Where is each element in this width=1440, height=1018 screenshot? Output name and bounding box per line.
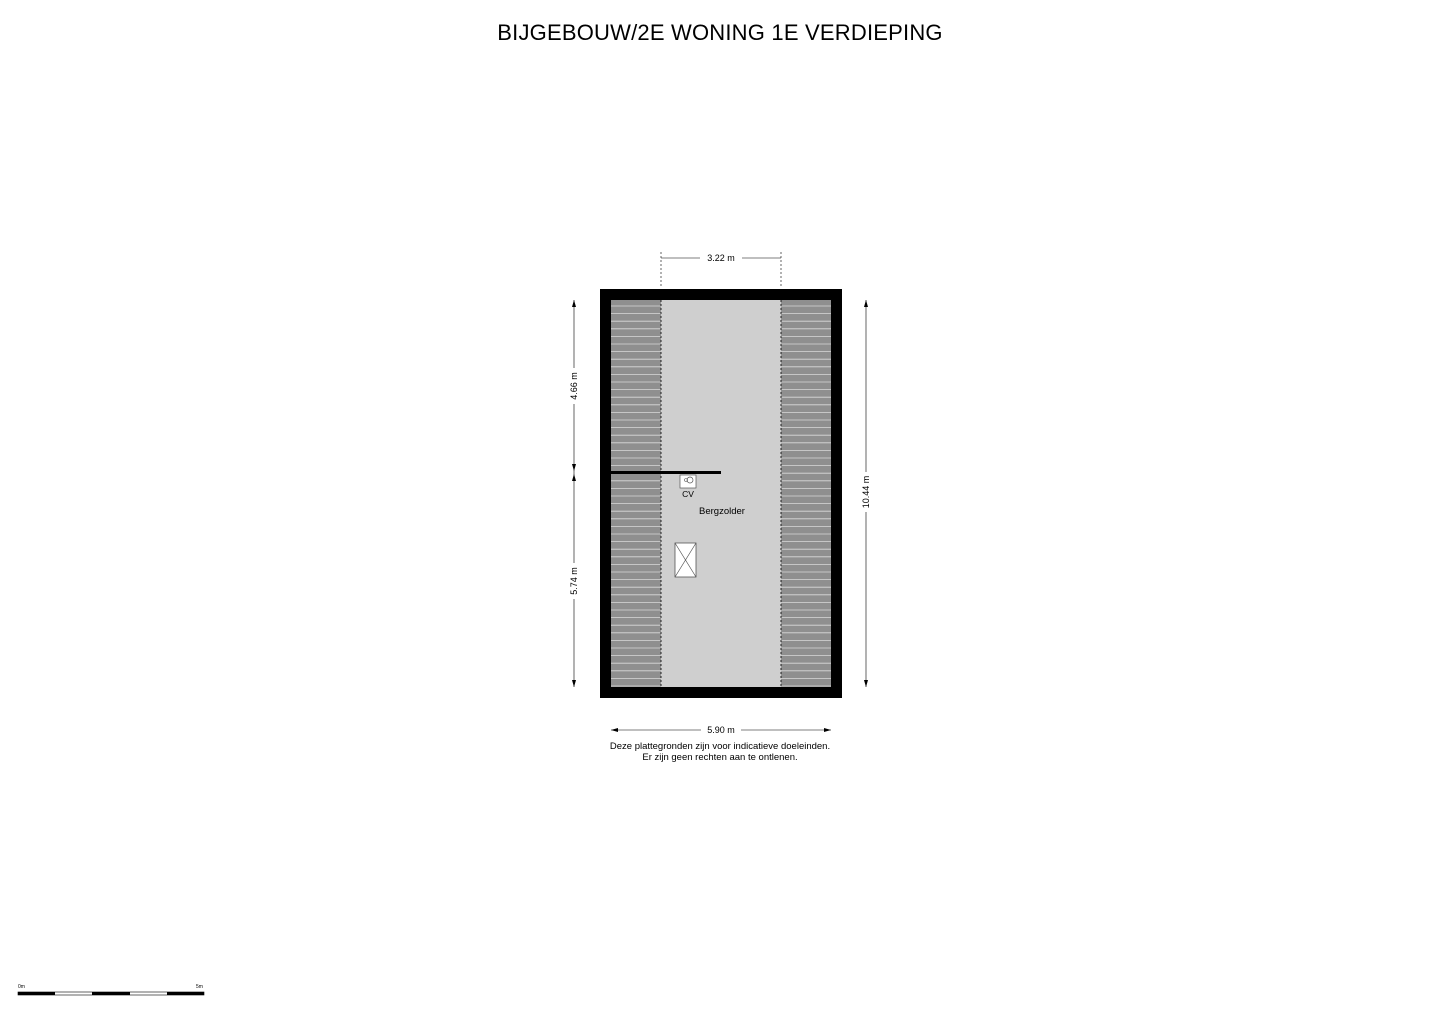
interior-wall (611, 471, 721, 474)
scale-end-label: 5m (196, 984, 203, 990)
dimension-bottom-label: 5.90 m (707, 725, 735, 735)
slope-left (611, 300, 661, 687)
room-label: Bergzolder (699, 506, 745, 517)
dimension-top-label: 3.22 m (707, 253, 735, 263)
dimension-left-upper-label: 4.66 m (569, 372, 579, 400)
dimension-right (860, 300, 872, 687)
page-title: BIJGEBOUW/2E WONING 1E VERDIEPING (497, 20, 943, 45)
scale-start-label: 0m (18, 984, 25, 990)
cv-unit (680, 475, 696, 488)
dimension-top (661, 252, 781, 288)
dimension-right-label: 10.44 m (861, 475, 871, 509)
scale-bar (18, 984, 204, 995)
dimension-left-lower-label: 5.74 m (569, 567, 579, 595)
disclaimer (520, 741, 920, 763)
disclaimer-line-1: Deze plattegronden zijn voor indicatieve doeleinden. (609, 741, 831, 752)
dimension-left (568, 300, 580, 687)
disclaimer-line-2: Er zijn geen rechten aan te ontlenen. (642, 752, 798, 763)
dimension-bottom (611, 724, 831, 735)
cv-label: CV (682, 489, 694, 499)
slope-right (781, 300, 831, 687)
